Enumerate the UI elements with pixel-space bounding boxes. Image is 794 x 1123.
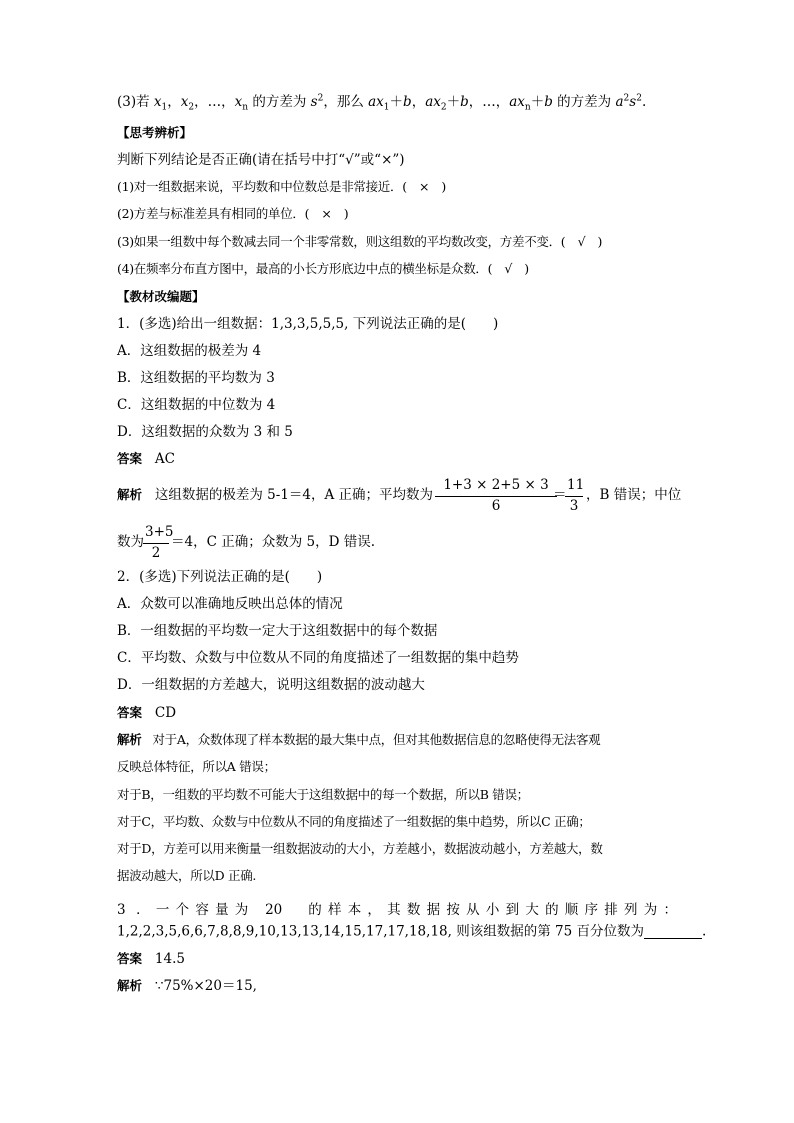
period: .: [641, 94, 647, 110]
var-ax: ax: [425, 94, 441, 110]
q3-data: 1,2,2,3,5,6,6,7,8,8,9,10,13,13,14,15,17,17,18,18, 则该组数据的第 75 百分位数为: [117, 923, 644, 940]
q1-analysis-line-2: 数为: [117, 534, 144, 550]
sub-2: 2: [188, 102, 195, 113]
ellipsis: ，…，: [468, 94, 510, 110]
q3-stem-line-1: 3 ．一个容量为 20 的样本，其数据按从小到大的顺序排列为：: [117, 902, 677, 918]
period: .: [701, 923, 707, 940]
q2-analysis-2: 反映总体特征，所以A 错误；: [117, 759, 276, 774]
plus: ＋: [446, 94, 461, 110]
q1-option-d: D．这组数据的众数为 3 和 5: [117, 424, 293, 440]
fraction-median: $\frac{3+5}{2}$: [145, 524, 174, 561]
q1-option-a: A．这组数据的极差为 4: [117, 343, 262, 359]
q1-answer: [117, 453, 175, 467]
analysis-label: 解析: [117, 732, 142, 747]
var-ax: ax: [509, 94, 525, 110]
var-s: s: [629, 94, 637, 110]
var-x: x: [153, 94, 162, 110]
p3-text-3: ，那么: [323, 94, 369, 110]
analysis-text: 这组数据的极差为 5-1＝4，A 正确；平均数为: [154, 487, 434, 503]
answer-blank: [644, 925, 702, 939]
section-heading-think: 【思考辨析】: [117, 125, 193, 140]
sub-1: 1: [161, 102, 168, 113]
answer-value: CD: [154, 705, 177, 721]
plus: ＋: [530, 94, 545, 110]
q3-stem-line-2: [117, 925, 706, 939]
sup-2: 2: [636, 93, 642, 104]
var-x: x: [180, 94, 189, 110]
judgement-3: (3)如果一组数中每个数减去同一个非零常数，则这组数的平均数改变，方差不变．( √ ): [117, 234, 603, 249]
q2-option-d: D．一组数据的方差越大，说明这组数据的波动越大: [117, 677, 425, 693]
q3-answer: [117, 953, 185, 967]
var-x: x: [234, 94, 243, 110]
sup-2: 2: [317, 93, 324, 104]
plus: ＋: [389, 94, 404, 110]
judgement-2: (2)方差与标准差具有相同的单位．( × ): [117, 206, 349, 221]
q1-stem: 1．(多选)给出一组数据：1,3,3,5,5,5, 下列说法正确的是( ): [117, 316, 499, 332]
judgement-1: (1)对一组数据来说，平均数和中位数总是非常接近．( × ): [117, 179, 446, 194]
judgement-4: (4)在频率分布直方图中，最高的小长方形底边中点的横坐标是众数．( √ ): [117, 261, 529, 276]
var-s: s: [310, 94, 318, 110]
analysis-label: 解析: [117, 487, 143, 502]
q1-option-c: C．这组数据的中位数为 4: [117, 397, 276, 413]
judge-intro: 判断下列结论是否正确(请在括号中打“√”或“×”): [117, 152, 405, 168]
answer-label: 答案: [117, 705, 143, 720]
fraction-result: $\frac{11}{3}$: [567, 477, 585, 514]
sub-n: n: [242, 102, 249, 113]
answer-value: 14.5: [154, 951, 185, 967]
q2-analysis-6: 据波动越大，所以D 正确.: [117, 868, 257, 883]
var-b: b: [460, 94, 469, 110]
analysis-text-3: ＝4，C 正确；众数为 5，D 错误.: [171, 534, 375, 550]
analysis-text: 对于A，众数体现了样本数据的最大集中点，但对其他数据信息的忽略使得无法客观: [152, 732, 601, 747]
q2-option-a: A．众数可以准确地反映出总体的情况: [117, 596, 343, 612]
p3-text-4: 的方差为: [552, 94, 616, 110]
section-heading-textbook: 【教材改编题】: [117, 289, 205, 304]
q2-analysis-3: 对于B，一组数的平均数不可能大于这组数据中的每一个数据，所以B 错误；: [117, 787, 529, 802]
q3-analysis: [117, 980, 257, 994]
p3-text-1: (3)若: [117, 94, 154, 110]
answer-label: 答案: [117, 451, 143, 466]
answer-value: AC: [154, 451, 175, 467]
comma: ，: [411, 94, 426, 110]
fraction-mean: $\frac{1+3 \times 2+5 \times 3}{6}$: [435, 479, 557, 513]
sub-1: 1: [383, 102, 390, 113]
q2-option-b: B．一组数据的平均数一定大于这组数据中的每个数据: [117, 623, 438, 639]
var-ax: ax: [368, 94, 384, 110]
q2-stem: 2．(多选)下列说法正确的是( ): [117, 569, 323, 585]
q2-analysis-4: 对于C，平均数、众数与中位数从不同的角度描述了一组数据的集中趋势，所以C 正确；: [117, 814, 591, 829]
var-b: b: [544, 94, 553, 110]
q2-analysis-5: 对于D，方差可以用来衡量一组数据波动的大小，方差越小，数据波动越小，方差越大，数: [117, 841, 603, 856]
property-3: [117, 93, 647, 113]
analysis-label: 解析: [117, 978, 143, 993]
var-b: b: [403, 94, 412, 110]
p3-text-2: 的方差为: [248, 94, 311, 110]
sub-n: n: [524, 102, 531, 113]
q2-option-c: C．平均数、众数与中位数从不同的角度描述了一组数据的集中趋势: [117, 650, 519, 666]
comma: ，: [167, 94, 181, 110]
sub-2: 2: [440, 102, 447, 113]
answer-label: 答案: [117, 951, 143, 966]
equals: ＝: [553, 487, 567, 503]
q2-analysis-1: [117, 734, 600, 747]
var-a: a: [615, 94, 624, 110]
analysis-text-2: ，B 错误；中位: [586, 487, 682, 503]
sup-2: 2: [623, 93, 630, 104]
ellipsis: ，…，: [194, 94, 235, 110]
q2-answer: [117, 707, 176, 721]
q1-analysis-line-1: [117, 489, 433, 503]
analysis-text: ∵75%×20＝15,: [154, 978, 257, 994]
q1-option-b: B．这组数据的平均数为 3: [117, 370, 275, 386]
